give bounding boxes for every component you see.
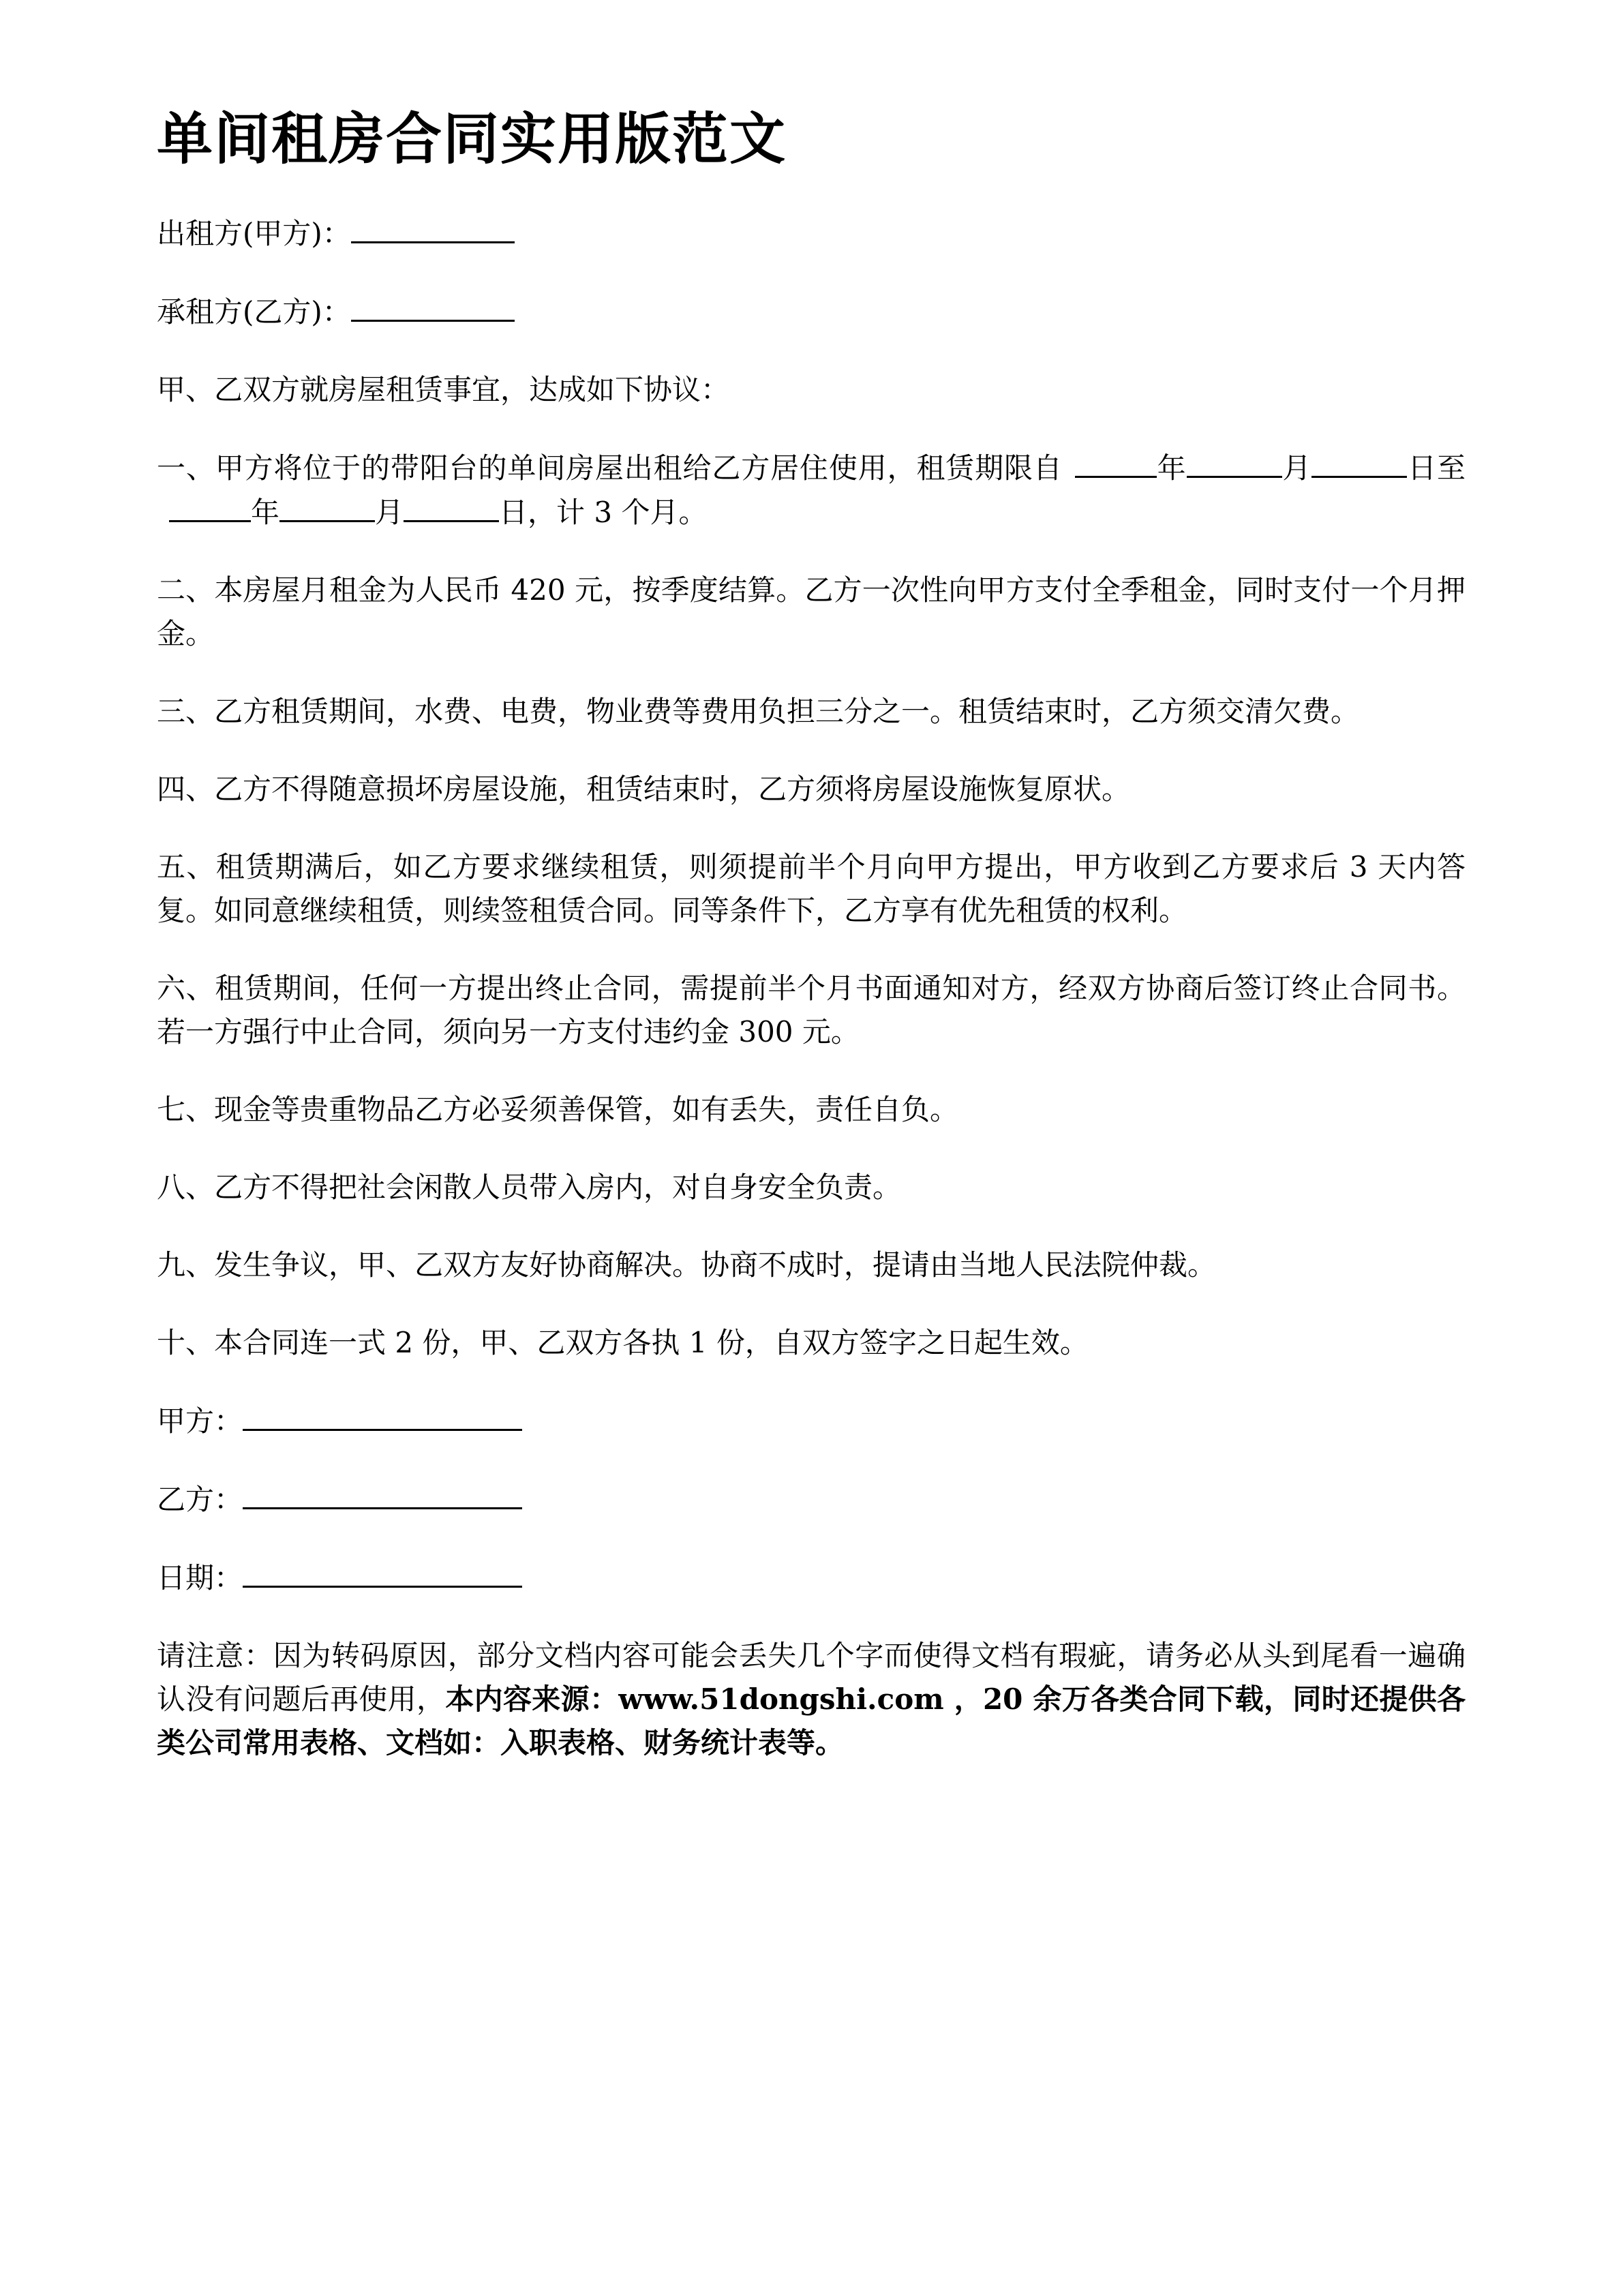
clause-9: 九、发生争议，甲、乙双方友好协商解决。协商不成时，提请由当地人民法院仲裁。: [157, 1248, 1217, 1282]
signature-date-blank[interactable]: [243, 1556, 522, 1588]
clause-7: 七、现金等贵重物品乙方必妥须善保管，如有丢失，责任自负。: [157, 1093, 959, 1126]
signature-date: [157, 1556, 1466, 1600]
signature-party-b: [157, 1477, 1466, 1522]
intro-text: 甲、乙双方就房屋租赁事宜，达成如下协议：: [157, 373, 730, 406]
lessee-blank[interactable]: [351, 290, 515, 322]
clause-4: 四、乙方不得随意损坏房屋设施，租赁结束时，乙方须将房屋设施恢复原状。: [157, 772, 1131, 806]
end-day-blank[interactable]: [404, 490, 499, 522]
end-year-label: 年: [251, 496, 280, 529]
clause-6: 六、租赁期间，任何一方提出终止合同，需提前半个月书面通知对方，经双方协商后签订终止合同书。若一方强行中止合同，须向另一方支付违约金 300 元。: [157, 971, 1466, 1048]
start-year-blank[interactable]: [1075, 446, 1157, 478]
start-month-blank[interactable]: [1187, 446, 1282, 478]
end-month-label: 月: [375, 496, 404, 529]
signature-party-a-label: 甲方：: [157, 1404, 243, 1438]
lessor-line: [157, 211, 1466, 256]
signature-party-b-label: 乙方：: [157, 1483, 243, 1516]
clause-5: 五、租赁期满后，如乙方要求继续租赁，则须提前半个月向甲方提出，甲方收到乙方要求后 3 天内答复。如同意继续租赁，则续签租赁合同。同等条件下，乙方享有优先租赁的权利。: [157, 850, 1466, 927]
start-year-label: 年: [1156, 451, 1187, 485]
clause-2: 二、本房屋月租金为人民币 420 元，按季度结算。乙方一次性向甲方支付全季租金，同时支付一个月押金。: [157, 573, 1466, 650]
notice-normal: 请注意：因为转码原因，部分文档内容可能会丢失几个字而使得文档有瑕疵，请务必从头到尾看一遍确认没有问题后再使用，: [157, 1639, 1466, 1716]
lessor-blank[interactable]: [351, 211, 515, 243]
signature-party-a: [157, 1399, 1466, 1443]
start-month-label: 月: [1281, 451, 1312, 485]
clause-10: 十、本合同连一式 2 份，甲、乙双方各执 1 份，自双方签字之日起生效。: [157, 1326, 1089, 1359]
clause-3: 三、乙方租赁期间，水费、电费，物业费等费用负担三分之一。租赁结束时，乙方须交清欠费。: [157, 695, 1360, 728]
signature-party-b-blank[interactable]: [243, 1477, 522, 1509]
lessee-label: 承租方(乙方)：: [157, 295, 351, 329]
clause-8: 八、乙方不得把社会闲散人员带入房内，对自身安全负责。: [157, 1170, 902, 1204]
notice-text: [157, 1634, 1466, 1765]
end-day-label: 日，计 3 个月。: [499, 496, 708, 529]
document-title: 单间租房合同实用版范文: [157, 107, 787, 172]
clause-1-text: 一、甲方将位于的带阳台的单间房屋出租给乙方居住使用，租赁期限自: [157, 451, 1063, 485]
clause-1: [157, 446, 1466, 534]
start-day-blank[interactable]: [1311, 446, 1407, 478]
signature-date-label: 日期：: [157, 1561, 243, 1595]
end-year-blank[interactable]: [169, 490, 251, 522]
lessee-line: [157, 290, 1466, 334]
lessor-label: 出租方(甲方)：: [157, 217, 351, 250]
document-page: [157, 102, 1466, 1799]
signature-party-a-blank[interactable]: [243, 1399, 522, 1431]
notice-bold: 本内容来源：www.51dongshi.com ，20 余万各类合同下载，同时还提供各类公司常用表格、文档如：入职表格、财务统计表等。: [157, 1682, 1466, 1759]
start-day-label: 日至: [1407, 451, 1466, 485]
end-month-blank[interactable]: [279, 490, 375, 522]
